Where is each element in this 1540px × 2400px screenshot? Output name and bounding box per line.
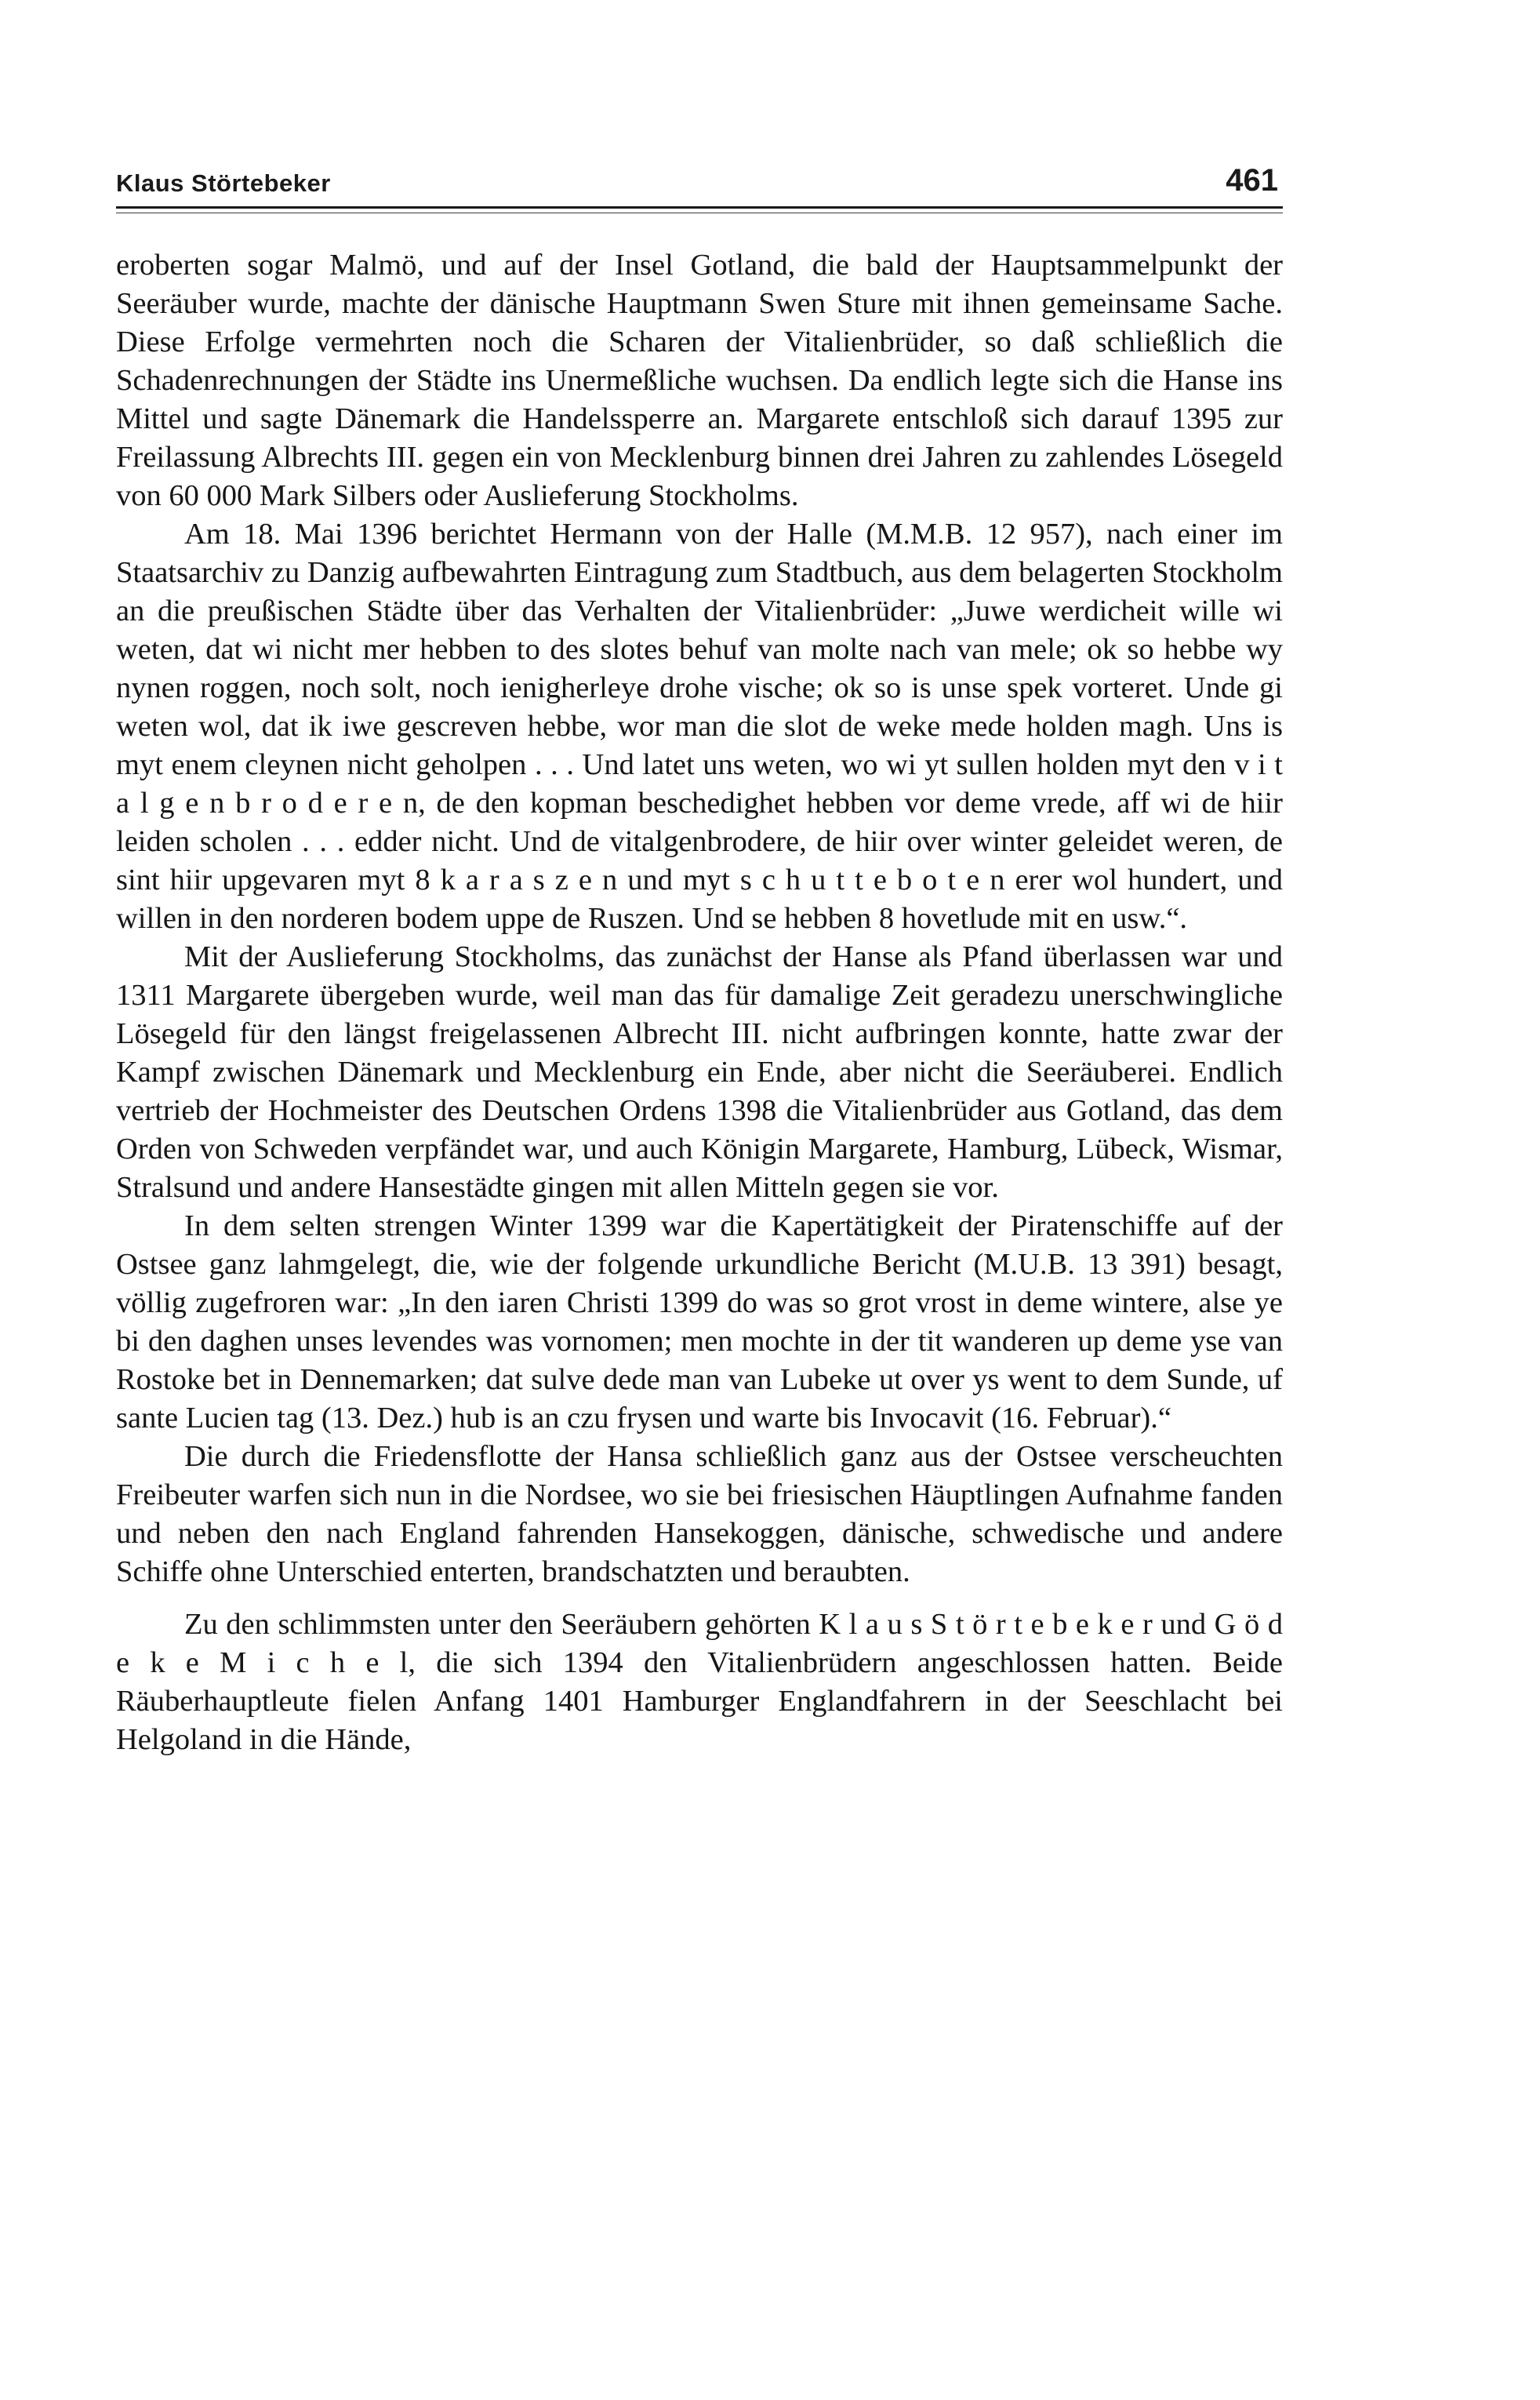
paragraph-1: eroberten sogar Malmö, und auf der Insel Gotland, die bald der Hauptsammelpunkt der Seeräuber wurde, machte der dänische Hauptmann Swen Sture mit ihnen gemeinsame Sache. Diese Erfolge vermehrten noch die Scharen der Vitalienbrüder, so daß schließlich die Schadenrechnungen der Städte ins Unermeßliche wuchsen. Da endlich legte sich die Hanse ins Mittel und sagte Dänemark die Handelssperre an. Margarete entschloß sich darauf 1395 zur Freilassung Albrechts III. gegen ein von Mecklenburg binnen drei Jahren zu zahlendes Lösegeld von 60 000 Mark Silbers oder Auslieferung Stockholms.: [116, 249, 1283, 512]
body-text: [116, 246, 1283, 1759]
paragraph-3: Mit der Auslieferung Stockholms, das zunächst der Hanse als Pfand überlassen war und 1311 Margarete übergeben wurde, weil man das für damalige Zeit geradezu unerschwingliche Lösegeld für den längst freigelassenen Albrecht III. nicht aufbringen konnte, hatte zwar der Kampf zwischen Dänemark und Mecklenburg ein Ende, aber nicht die Seeräuberei. Endlich vertrieb der Hochmeister des Deutschen Ordens 1398 die Vitalienbrüder aus Gotland, das dem Orden von Schweden verpfändet war, und auch Königin Margarete, Hamburg, Lübeck, Wismar, Stralsund und andere Hansestädte gingen mit allen Mitteln gegen sie vor.: [116, 940, 1283, 1204]
page-number: 461: [1226, 163, 1278, 198]
paragraph-4: In dem selten strengen Winter 1399 war die Kapertätigkeit der Piratenschiffe auf der Ostsee ganz lahmgelegt, die, wie der folgende urkundliche Bericht (M.U.B. 13 391) besagt, völlig zugefroren war: „In den iaren Christi 1399 do was so grot vrost in deme wintere, alse ye bi den daghen unses levendes was vornomen; men mochte in der tit wanderen up deme yse van Rostoke bet in Dennemarken; dat sulve dede man van Lubeke ut over ys went to dem Sunde, uf sante Lucien tag (13. Dez.) hub is an czu frysen und warte bis Invocavit (16. Februar).“: [116, 1209, 1283, 1435]
header-rule-thick: [116, 206, 1283, 209]
page-header: [116, 158, 1283, 205]
paragraph-6: Zu den schlimmsten unter den Seeräubern gehörten K l a u s S t ö r t e b e k e r und G ö d e k e M i c h e l, die sich 1394 den Vitalienbrüdern angeschlossen hatten. Beide Räuberhauptleute fielen Anfang 1401 Hamburger Englandfahrern in der Seeschlacht bei Helgoland in die Hände,: [116, 1608, 1283, 1756]
paragraph-2: Am 18. Mai 1396 berichtet Hermann von der Halle (M.M.B. 12 957), nach einer im Staatsarchiv zu Danzig aufbewahrten Eintragung zum Stadtbuch, aus dem belagerten Stockholm an die preußischen Städte über das Verhalten der Vitalienbrüder: „Juwe werdicheit wille wi weten, dat wi nicht mer hebben to des slotes behuf van molte nach van mele; ok so hebbe wy nynen roggen, noch solt, noch ienigherleye drohe vische; ok so is unse spek vorteret. Unde gi weten wol, dat ik iwe gescreven hebbe, wor man die slot de weke mede holden magh. Uns is myt enem cleynen nicht geholpen . . . Und latet uns weten, wo wi yt sullen holden myt den v i t a l g e n b r o d e r e n, de den kopman beschedighet hebben vor deme vrede, aff wi de hiir leiden scholen . . . edder nicht. Und de vitalgenbrodere, de hiir over winter geleidet weren, de sint hiir upgevaren myt 8 k a r a s z e n und myt s c h u t t e b o t e n erer wol hundert, und willen in den norderen bodem uppe de Ruszen. Und se hebben 8 hovetlude mit en usw.“.: [116, 518, 1283, 935]
running-title: Klaus Störtebeker: [116, 169, 331, 197]
paragraph-5: Die durch die Friedensflotte der Hansa schließlich ganz aus der Ostsee verscheuchten Freibeuter warfen sich nun in die Nordsee, wo sie bei friesischen Häuptlingen Aufnahme fanden und neben den nach England fahrenden Hansekoggen, dänische, schwedische und andere Schiffe ohne Unterschied enterten, brandschatzten und beraubten.: [116, 1440, 1283, 1588]
